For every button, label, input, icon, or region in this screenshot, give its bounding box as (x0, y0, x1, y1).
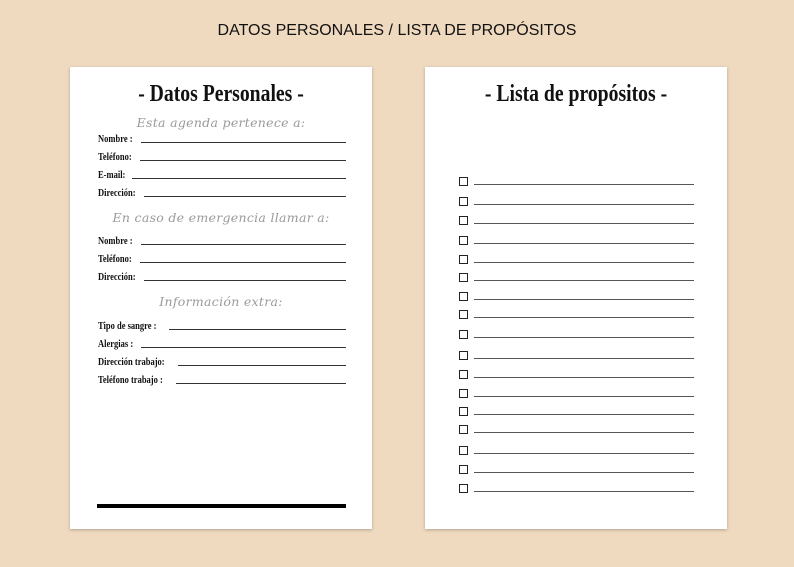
checklist-item[interactable] (459, 481, 694, 493)
checkbox[interactable] (459, 310, 468, 319)
checklist-item[interactable] (459, 307, 694, 319)
checkbox[interactable] (459, 425, 468, 434)
checkbox[interactable] (459, 177, 468, 186)
write-line[interactable] (474, 396, 694, 397)
lista-propositos-page (425, 67, 727, 529)
write-line[interactable] (474, 472, 694, 473)
write-line[interactable] (141, 142, 346, 143)
emergency-phone-field[interactable] (98, 251, 346, 265)
checklist-item[interactable] (459, 213, 694, 225)
write-line[interactable] (140, 262, 346, 263)
write-line[interactable] (474, 204, 694, 205)
datos-personales-page (70, 67, 372, 529)
checklist-item[interactable] (459, 348, 694, 360)
checkbox[interactable] (459, 484, 468, 493)
write-line[interactable] (474, 299, 694, 300)
checklist-item[interactable] (459, 289, 694, 301)
checkbox[interactable] (459, 351, 468, 360)
work-address-field[interactable] (98, 354, 346, 368)
write-line[interactable] (474, 432, 694, 433)
checklist-item[interactable] (459, 270, 694, 282)
checklist-item[interactable] (459, 327, 694, 339)
field-label: Dirección trabajo: (98, 357, 165, 368)
write-line[interactable] (144, 280, 346, 281)
checklist-item[interactable] (459, 462, 694, 474)
checkbox[interactable] (459, 407, 468, 416)
checkbox[interactable] (459, 236, 468, 245)
write-line[interactable] (176, 383, 346, 384)
write-line[interactable] (474, 414, 694, 415)
checklist-item[interactable] (459, 252, 694, 264)
work-phone-field[interactable] (98, 372, 346, 386)
write-line[interactable] (141, 347, 346, 348)
section-title-owner: Esta agenda pertenece a: (136, 115, 306, 130)
bottom-bar (97, 504, 346, 508)
checkbox[interactable] (459, 273, 468, 282)
write-line[interactable] (474, 337, 694, 338)
field-label: Teléfono: (98, 152, 132, 163)
write-line[interactable] (178, 365, 346, 366)
checklist-item[interactable] (459, 194, 694, 206)
checkbox[interactable] (459, 465, 468, 474)
write-line[interactable] (474, 491, 694, 492)
emergency-address-field[interactable] (98, 269, 346, 283)
write-line[interactable] (474, 262, 694, 263)
checklist-item[interactable] (459, 386, 694, 398)
write-line[interactable] (474, 280, 694, 281)
owner-name-field[interactable] (98, 131, 346, 145)
owner-email-field[interactable] (98, 167, 346, 181)
checkbox[interactable] (459, 370, 468, 379)
checkbox[interactable] (459, 216, 468, 225)
checkbox[interactable] (459, 446, 468, 455)
field-label: Alergias : (98, 339, 134, 350)
checkbox[interactable] (459, 292, 468, 301)
checklist-item[interactable] (459, 233, 694, 245)
checklist-item[interactable] (459, 174, 694, 186)
field-label: Tipo de sangre : (98, 321, 157, 332)
checklist-item[interactable] (459, 367, 694, 379)
owner-address-field[interactable] (98, 185, 346, 199)
section-title-extra: Información extra: (159, 294, 283, 309)
allergies-field[interactable] (98, 336, 346, 350)
field-label: E-mail: (98, 170, 126, 181)
write-line[interactable] (474, 223, 694, 224)
field-label: Teléfono trabajo : (98, 375, 163, 386)
checklist-item[interactable] (459, 422, 694, 434)
field-label: Nombre : (98, 236, 133, 247)
owner-phone-field[interactable] (98, 149, 346, 163)
checkbox[interactable] (459, 330, 468, 339)
write-line[interactable] (474, 184, 694, 185)
write-line[interactable] (144, 196, 346, 197)
emergency-name-field[interactable] (98, 233, 346, 247)
field-label: Nombre : (98, 134, 133, 145)
page-heading: - Datos Personales - (138, 81, 304, 107)
write-line[interactable] (474, 377, 694, 378)
write-line[interactable] (140, 160, 346, 161)
checkbox[interactable] (459, 389, 468, 398)
page-heading: - Lista de propósitos - (484, 81, 668, 107)
checklist-item[interactable] (459, 404, 694, 416)
field-label: Dirección: (98, 272, 136, 283)
checklist-item[interactable] (459, 443, 694, 455)
write-line[interactable] (169, 329, 346, 330)
blood-type-field[interactable] (98, 318, 346, 332)
write-line[interactable] (132, 178, 346, 179)
field-label: Teléfono: (98, 254, 132, 265)
write-line[interactable] (474, 358, 694, 359)
write-line[interactable] (474, 243, 694, 244)
document-title: DATOS PERSONALES / LISTA DE PROPÓSITOS (217, 22, 577, 39)
write-line[interactable] (474, 317, 694, 318)
checkbox[interactable] (459, 255, 468, 264)
write-line[interactable] (141, 244, 346, 245)
field-label: Dirección: (98, 188, 136, 199)
checkbox[interactable] (459, 197, 468, 206)
write-line[interactable] (474, 453, 694, 454)
section-title-emergency: En caso de emergencia llamar a: (112, 210, 330, 225)
